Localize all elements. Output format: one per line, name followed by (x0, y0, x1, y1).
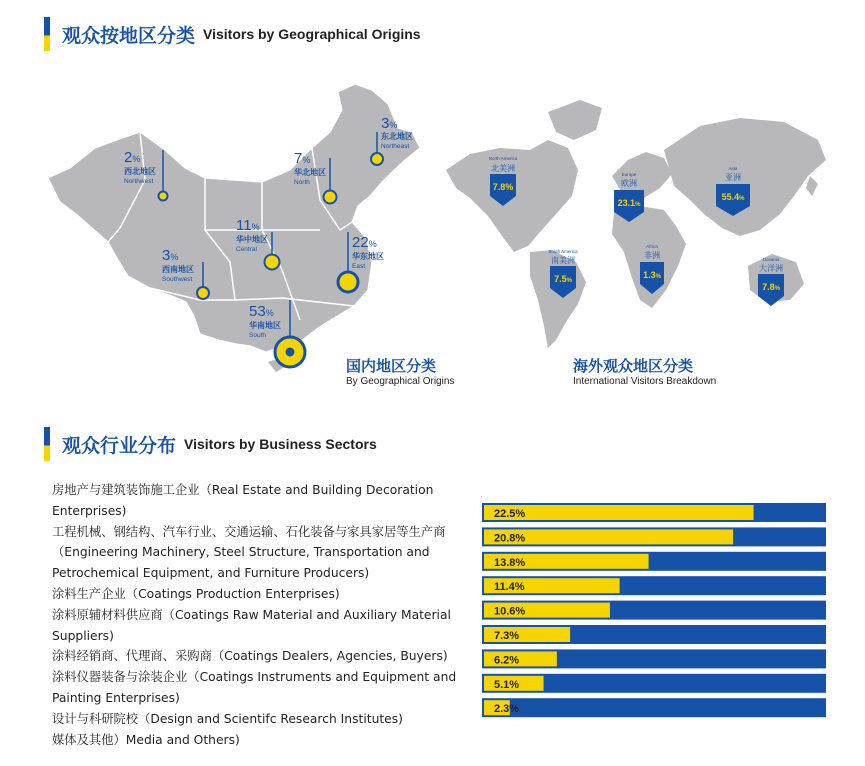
pin-south-center (286, 348, 295, 357)
region-en: Northwest (124, 178, 154, 185)
continent-pct: 1.3% (643, 270, 661, 280)
pin-east-dot (338, 272, 358, 292)
bar-label: 7.3% (494, 630, 520, 642)
heading-title-en: Visitors by Geographical Origins (203, 26, 421, 42)
region-en: Northeast (381, 143, 410, 150)
continent-cn: 南美洲 (551, 256, 575, 265)
continent-pct: 23.1% (617, 198, 641, 208)
region-cn: 西北地区 (124, 167, 156, 176)
heading-title-cn: 观众行业分布 (62, 434, 177, 457)
region-cn: 华东地区 (352, 252, 384, 261)
continent-cn: 大洋洲 (759, 264, 783, 273)
pin-north-dot (324, 191, 337, 204)
region-pct: 11% (236, 217, 260, 234)
region-pct: 53% (249, 303, 274, 320)
bar-label: 20.8% (494, 532, 526, 545)
continent-en: Oceania (762, 257, 780, 262)
region-pct: 22% (352, 234, 377, 251)
continent-pct: 7.5% (554, 274, 572, 284)
china-map-shape (48, 84, 420, 352)
sector-list (52, 480, 462, 750)
region-pct: 3% (162, 247, 179, 264)
pin-northeast-dot (371, 153, 383, 165)
region-cn: 华北地区 (294, 168, 326, 177)
continent-cn: 亚洲 (725, 173, 741, 182)
sector-item: 设计与科研院校（Design and Scientifc Research Institutes) (52, 711, 403, 726)
continent-cn: 非洲 (644, 251, 660, 260)
heading-title-en: Visitors by Business Sectors (184, 436, 377, 452)
bar-label: 6.2% (494, 654, 520, 667)
asia-shape (664, 118, 826, 236)
sector-item: 房地产与建筑装饰施工企业（Real Estate and Building Decoration Enterprises) (52, 483, 434, 518)
pin-central-dot (265, 255, 280, 270)
japan-shape (806, 176, 818, 196)
continent-cn: 北美洲 (491, 164, 515, 173)
greenland-shape (548, 100, 602, 140)
region-en: North (294, 179, 310, 186)
sector-item: 涂料经销商、代理商、采购商（Coatings Dealers, Agencies, Buyers) (52, 649, 448, 664)
heading-accent-bar (44, 427, 50, 461)
overseas-caption-cn: 海外观众地区分类 (573, 357, 694, 375)
maps-figure (0, 60, 865, 390)
bar-label: 5.1% (494, 678, 520, 691)
region-cn: 东北地区 (381, 132, 413, 141)
heading-title-cn: 观众按地区分类 (62, 24, 196, 47)
sector-item: 媒体及其他）Media and Others) (52, 732, 240, 747)
domestic-caption-en: By Geographical Origins (346, 376, 455, 387)
bar-label: 13.8% (494, 556, 526, 569)
region-pct: 2% (124, 149, 141, 166)
china-map (48, 84, 420, 372)
continent-pct: 7.8% (762, 282, 780, 292)
sector-item: 涂料原辅材料供应商（Coatings Raw Material and Auxiliary Material Suppliers) (52, 607, 451, 643)
pin-northwest-dot (159, 192, 168, 201)
region-pct: 3% (381, 115, 398, 132)
sector-bar-chart (480, 500, 828, 726)
continent-en: Africa (646, 244, 658, 249)
region-cn: 华中地区 (236, 235, 268, 244)
sector-item: 涂料仪器装备与涂装企业（Coatings Instruments and Equipment and Painting Enterprises) (52, 670, 457, 705)
region-en: Southwest (162, 276, 193, 283)
overseas-caption-en: International Visitors Breakdown (573, 376, 717, 387)
region-cn: 西南地区 (162, 265, 194, 274)
section-heading-geo (44, 17, 421, 51)
region-en: East (352, 263, 366, 270)
sector-item: 涂料生产企业（Coatings Production Enterprises) (52, 586, 340, 601)
continent-en: South America (548, 249, 578, 254)
continent-pct: 55.4% (721, 192, 745, 202)
heading-accent-bar (44, 17, 50, 51)
region-en: South (249, 332, 266, 339)
continent-pct: 7.8% (492, 182, 514, 192)
region-pct: 7% (294, 150, 311, 167)
world-map (446, 100, 826, 348)
bar-label: 11.4% (494, 581, 525, 594)
marker-oceania (758, 257, 784, 306)
bar-label: 10.6% (494, 605, 526, 618)
domestic-caption-cn: 国内地区分类 (346, 357, 437, 375)
region-cn: 华南地区 (249, 321, 281, 330)
region-en: Central (236, 246, 257, 253)
section-heading-sectors (44, 427, 377, 461)
continent-en: Asia (728, 166, 738, 171)
overseas-caption (573, 355, 716, 387)
sector-item: 工程机械、钢结构、汽车行业、交通运输、石化装备与家具家居等生产商（Engineering Machinery, Steel Structure, Transportation and Petrochemical Equipment, and Furniture Producers) (52, 524, 446, 581)
pin-southwest-dot (197, 287, 209, 299)
bar-label: 22.5% (494, 508, 526, 520)
continent-en: North America (488, 156, 518, 161)
continent-cn: 欧洲 (621, 179, 637, 188)
bar-track (482, 698, 826, 717)
bar-label: 2.3% (494, 703, 520, 716)
domestic-caption (346, 355, 454, 387)
continent-en: Europe (621, 172, 637, 177)
